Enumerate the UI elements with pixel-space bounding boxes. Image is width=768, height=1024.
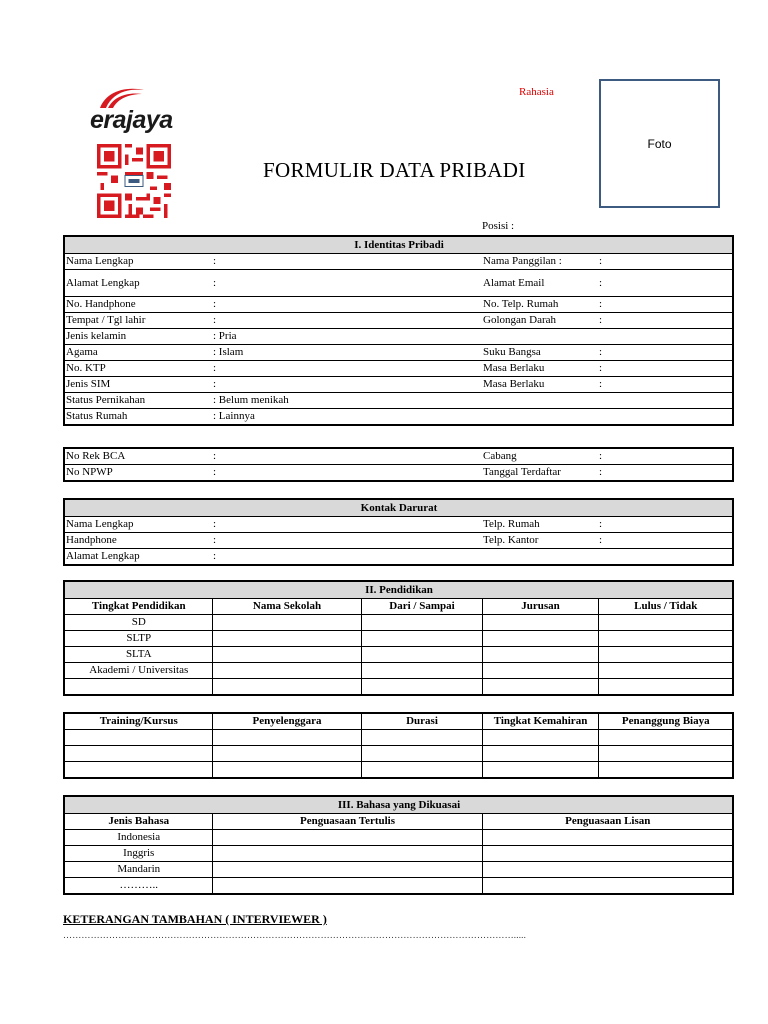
field-label: Nama Lengkap — [64, 517, 212, 533]
form-row — [64, 549, 733, 566]
qr-code — [97, 144, 171, 218]
empty-cell[interactable] — [212, 762, 361, 779]
field-label: Golongan Darah — [482, 313, 598, 329]
field-label: Alamat Lengkap — [64, 270, 212, 297]
form-row — [64, 517, 733, 533]
language-rows — [64, 830, 733, 895]
field-label: Agama — [64, 345, 212, 361]
erajaya-logo — [86, 84, 190, 134]
field-label: No NPWP — [66, 466, 113, 478]
position-field-label: Posisi : — [482, 220, 515, 232]
column-header: Jurusan — [482, 599, 598, 615]
emergency-heading: Kontak Darurat — [64, 499, 733, 517]
identity-table — [63, 235, 734, 426]
empty-cell[interactable] — [212, 679, 361, 696]
field-label: Telp. Rumah — [482, 517, 598, 533]
field-label: Nama Lengkap — [64, 254, 212, 270]
field-label: Alamat Lengkap — [66, 550, 140, 562]
table-row — [64, 631, 733, 647]
field-label: Cabang — [482, 448, 598, 465]
empty-cell[interactable] — [361, 762, 482, 779]
photo-label: Foto — [647, 137, 672, 151]
confidential-label: Rahasia — [519, 86, 554, 98]
field-label: Jenis SIM — [64, 377, 212, 393]
education-heading: II. Pendidikan — [64, 581, 733, 599]
table-row — [64, 830, 733, 846]
empty-cell[interactable] — [482, 663, 598, 679]
field-label: Status Pernikahan — [64, 393, 212, 409]
empty-cell[interactable] — [361, 647, 482, 663]
language-name: Mandarin — [64, 862, 212, 878]
field-label: Jenis kelamin — [64, 329, 212, 345]
table-row — [64, 878, 733, 895]
column-header: Penguasaan Tertulis — [212, 814, 482, 830]
empty-cell[interactable] — [361, 631, 482, 647]
field-label: Tempat / Tgl lahir — [64, 313, 212, 329]
field-label — [482, 409, 598, 426]
table-row — [64, 730, 733, 746]
empty-cell[interactable] — [212, 830, 482, 846]
form-row — [64, 533, 733, 549]
empty-cell[interactable] — [482, 830, 733, 846]
empty-cell[interactable] — [482, 730, 598, 746]
field-value: : — [598, 297, 733, 313]
empty-cell[interactable] — [212, 615, 361, 631]
field-label: No. Handphone — [64, 297, 212, 313]
education-level: SD — [64, 615, 212, 631]
empty-cell[interactable] — [598, 663, 733, 679]
page-title: FORMULIR DATA PRIBADI — [263, 158, 526, 182]
language-name: ……….. — [64, 878, 212, 895]
training-table — [63, 712, 734, 779]
field-label — [482, 549, 598, 566]
language-header-row — [64, 814, 733, 830]
bank-rows — [64, 448, 733, 481]
field-value: : — [598, 361, 733, 377]
empty-cell[interactable] — [212, 663, 361, 679]
empty-cell[interactable] — [212, 878, 482, 895]
form-row — [64, 393, 733, 409]
column-header: Penguasaan Lisan — [482, 814, 733, 830]
language-name: Indonesia — [64, 830, 212, 846]
form-row — [64, 409, 733, 426]
empty-cell[interactable] — [598, 615, 733, 631]
table-row — [64, 663, 733, 679]
form-row — [64, 297, 733, 313]
field-value: : — [213, 550, 217, 562]
column-header: Lulus / Tidak — [598, 599, 733, 615]
field-value: : — [213, 466, 217, 478]
table-row — [64, 862, 733, 878]
empty-cell[interactable] — [482, 746, 598, 762]
identity-rows — [64, 254, 733, 426]
field-label: Nama Panggilan : — [482, 254, 598, 270]
column-header: Durasi — [361, 713, 482, 730]
empty-cell[interactable] — [482, 615, 598, 631]
column-header: Dari / Sampai — [361, 599, 482, 615]
education-level: SLTA — [64, 647, 212, 663]
field-label: No. Telp. Rumah — [482, 297, 598, 313]
field-value — [598, 329, 733, 345]
field-value — [598, 409, 733, 426]
column-header: Nama Sekolah — [212, 599, 361, 615]
empty-cell[interactable] — [482, 762, 598, 779]
empty-cell[interactable] — [361, 663, 482, 679]
field-value: : — [212, 533, 482, 549]
field-value: : — [212, 361, 482, 377]
empty-cell[interactable] — [361, 679, 482, 696]
language-name: Inggris — [64, 846, 212, 862]
empty-cell[interactable] — [482, 679, 598, 696]
table-row — [64, 615, 733, 631]
form-row — [64, 377, 733, 393]
empty-cell[interactable] — [598, 679, 733, 696]
empty-cell[interactable] — [598, 631, 733, 647]
table-row — [64, 679, 733, 696]
field-label: Status Rumah — [66, 410, 128, 422]
education-header-row — [64, 599, 733, 615]
training-rows — [64, 730, 733, 779]
emergency-table — [63, 498, 734, 566]
empty-cell[interactable] — [64, 730, 212, 746]
empty-cell[interactable] — [482, 846, 733, 862]
column-header: Tingkat Kemahiran — [482, 713, 598, 730]
empty-cell[interactable] — [482, 862, 733, 878]
empty-cell[interactable] — [598, 730, 733, 746]
form-row — [64, 361, 733, 377]
empty-cell[interactable] — [212, 862, 482, 878]
empty-cell[interactable] — [212, 730, 361, 746]
bank-table — [63, 447, 734, 482]
field-value: : — [598, 313, 733, 329]
field-label — [482, 393, 598, 409]
field-value: : — [212, 270, 482, 297]
column-header: Training/Kursus — [64, 713, 212, 730]
form-row — [64, 329, 733, 345]
column-header: Penyelenggara — [212, 713, 361, 730]
field-value: : — [598, 448, 733, 465]
empty-cell[interactable] — [361, 730, 482, 746]
empty-cell[interactable] — [212, 846, 482, 862]
field-value: : — [598, 254, 733, 270]
notes-line: …………………………………………………………………………………………………………………………………..... — [63, 930, 527, 940]
notes-heading: KETERANGAN TAMBAHAN ( INTERVIEWER ) — [63, 912, 327, 926]
field-label: No. KTP — [64, 361, 212, 377]
column-header: Tingkat Pendidikan — [64, 599, 212, 615]
field-value — [598, 393, 733, 409]
language-heading: III. Bahasa yang Dikuasai — [64, 796, 733, 814]
field-value: : — [598, 270, 733, 297]
field-label: Masa Berlaku — [482, 377, 598, 393]
field-label: Tanggal Terdaftar — [483, 466, 561, 478]
empty-cell[interactable] — [212, 631, 361, 647]
form-row — [64, 313, 733, 329]
table-row — [64, 746, 733, 762]
empty-cell[interactable] — [482, 647, 598, 663]
field-value: : — [598, 533, 733, 549]
empty-cell[interactable] — [598, 647, 733, 663]
form-row — [64, 448, 733, 465]
empty-cell[interactable] — [212, 746, 361, 762]
training-header-row — [64, 713, 733, 730]
field-label: Alamat Email — [482, 270, 598, 297]
field-value: : — [212, 297, 482, 313]
field-value: : — [599, 466, 603, 478]
field-value: : — [212, 377, 482, 393]
column-header: Penanggung Biaya — [598, 713, 733, 730]
field-label: Telp. Kantor — [482, 533, 598, 549]
empty-cell[interactable] — [64, 762, 212, 779]
field-label: Masa Berlaku — [482, 361, 598, 377]
table-row — [64, 846, 733, 862]
empty-cell[interactable] — [361, 746, 482, 762]
table-row — [64, 762, 733, 779]
empty-cell[interactable] — [598, 746, 733, 762]
field-value: : — [598, 517, 733, 533]
form-row — [64, 465, 733, 482]
education-rows — [64, 615, 733, 696]
language-table — [63, 795, 734, 895]
qr-code-icon — [97, 144, 171, 218]
field-value: : — [212, 517, 482, 533]
form-row — [64, 270, 733, 297]
empty-cell[interactable] — [64, 746, 212, 762]
field-value: : — [598, 345, 733, 361]
field-value: : Islam — [212, 345, 482, 361]
column-header: Jenis Bahasa — [64, 814, 212, 830]
empty-cell[interactable] — [482, 631, 598, 647]
education-level — [64, 679, 212, 696]
field-value: : Lainnya — [213, 410, 255, 422]
identity-heading: I. Identitas Pribadi — [64, 236, 733, 254]
field-label: No Rek BCA — [64, 448, 212, 465]
photo-box — [599, 79, 720, 208]
field-value: : — [598, 377, 733, 393]
empty-cell[interactable] — [361, 615, 482, 631]
field-value: : — [212, 448, 482, 465]
emergency-rows — [64, 517, 733, 566]
education-level: SLTP — [64, 631, 212, 647]
form-row — [64, 345, 733, 361]
logo-text: erajaya — [90, 106, 173, 134]
field-value — [598, 549, 733, 566]
empty-cell[interactable] — [212, 647, 361, 663]
education-table — [63, 580, 734, 696]
field-label: Handphone — [64, 533, 212, 549]
field-value: : — [212, 254, 482, 270]
education-level: Akademi / Universitas — [64, 663, 212, 679]
field-value: : — [212, 313, 482, 329]
field-value: : Pria — [212, 329, 482, 345]
form-row — [64, 254, 733, 270]
empty-cell[interactable] — [598, 762, 733, 779]
field-label: Suku Bangsa — [482, 345, 598, 361]
field-value: : Belum menikah — [212, 393, 482, 409]
table-row — [64, 647, 733, 663]
empty-cell[interactable] — [482, 878, 733, 895]
field-label — [482, 329, 598, 345]
